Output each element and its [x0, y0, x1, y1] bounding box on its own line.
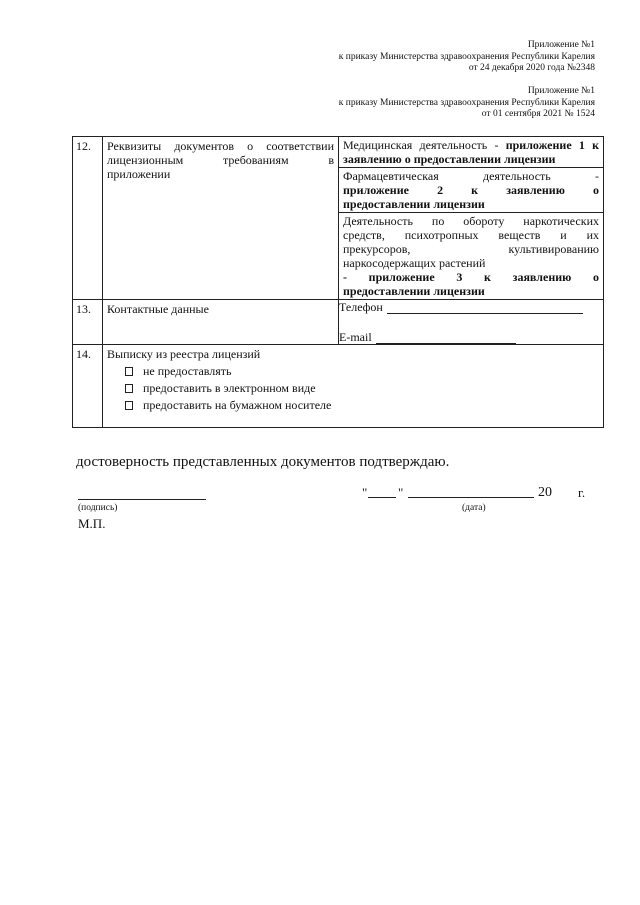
header-2-line-1: Приложение №1 — [527, 86, 595, 96]
option-paper-label: предоставить на бумажном носителе — [143, 398, 332, 412]
pharmacy-appendix-ref-2: предоставлении лицензии — [343, 197, 485, 211]
pharmacy-line-3 — [343, 197, 599, 211]
medical-text: Медицинская деятельность - — [343, 138, 506, 152]
option-paper[interactable] — [125, 398, 599, 412]
phone-label: Телефон — [339, 300, 383, 314]
row-13-values — [339, 300, 604, 345]
row-12-label-line-3: приложении — [107, 167, 171, 181]
date-quote-open: " — [362, 485, 368, 500]
row-14-content — [103, 345, 604, 428]
email-label: E-mail — [339, 330, 372, 344]
day-input-line[interactable] — [368, 486, 396, 498]
option-electronic-label: предоставить в электронном виде — [143, 381, 316, 395]
year-blank[interactable] — [556, 486, 570, 498]
signature-caption: (подпись) — [78, 503, 118, 513]
row-14-label: Выписку из реестра лицензий — [107, 347, 261, 361]
checkbox-electronic[interactable] — [125, 384, 133, 393]
row-12-values — [339, 137, 604, 300]
date-caption: (дата) — [462, 503, 486, 513]
narcotics-appendix-ref: - приложение 3 к заявлению о — [343, 270, 599, 284]
date-quote-close: " — [398, 485, 404, 500]
medical-appendix-ref-2: заявлению о предоставлении лицензии — [343, 152, 556, 166]
pharmacy-activity-cell — [339, 167, 603, 212]
checkbox-paper[interactable] — [125, 401, 133, 410]
year-suffix: г. — [578, 485, 586, 500]
row-13-number: 13. — [73, 300, 103, 345]
medical-appendix-ref: приложение 1 к — [505, 138, 599, 152]
confirmation-statement: достоверность представленных документов подтверждаю. — [76, 454, 450, 470]
medical-activity-cell — [339, 137, 603, 167]
row-13 — [73, 300, 604, 345]
narcotics-line-4: наркосодержащих растений — [343, 256, 486, 270]
medical-line-1 — [343, 138, 599, 152]
pharmacy-line-2 — [343, 183, 599, 197]
stamp-place: М.П. — [78, 516, 106, 531]
month-input-line[interactable] — [408, 486, 534, 498]
narcotics-line-2: средств, психотропных веществ и их — [343, 228, 599, 242]
header-approval-2 — [339, 86, 595, 121]
narcotics-appendix-ref-2: предоставлении лицензии — [343, 284, 485, 298]
narcotics-line-3: прекурсоров, культивированию — [343, 242, 599, 256]
narcotics-line-6 — [343, 284, 599, 298]
medical-line-2 — [343, 152, 599, 166]
option-not-provide[interactable] — [125, 364, 599, 378]
checkbox-not-provide[interactable] — [125, 367, 133, 376]
row-12-number: 12. — [73, 137, 103, 300]
phone-field[interactable] — [339, 300, 603, 314]
header-2-line-2: к приказу Министерства здравоохранения Республики Карелия — [338, 97, 595, 108]
option-not-provide-label: не предоставлять — [143, 364, 232, 378]
row-12-label-line-2: лицензионным требованиям в — [107, 153, 334, 167]
option-electronic[interactable] — [125, 381, 599, 395]
pharmacy-text: Фармацевтическая деятельность - — [343, 169, 599, 183]
row-14 — [73, 345, 604, 428]
row-12-label-line-1: Реквизиты документов о соответствии — [107, 139, 334, 153]
email-field[interactable] — [339, 330, 603, 344]
header-approval-1 — [339, 40, 595, 75]
row-13-label: Контактные данные — [103, 300, 339, 345]
narcotics-line-5 — [343, 270, 599, 284]
row-12 — [73, 137, 604, 300]
application-table — [72, 136, 604, 428]
year-prefix: 20 — [538, 485, 552, 500]
header-2-line-3: от 01 сентября 2021 № 1524 — [481, 109, 595, 119]
narcotics-activity-cell — [339, 212, 603, 299]
narcotics-line-1: Деятельность по обороту наркотических — [343, 214, 599, 228]
email-input-line[interactable] — [376, 332, 516, 344]
pharmacy-appendix-ref: приложение 2 к заявлению о — [343, 183, 599, 197]
header-1-line-3: от 24 декабря 2020 года №2348 — [468, 63, 595, 73]
header-1-line-1: Приложение №1 — [527, 40, 595, 50]
phone-input-line[interactable] — [387, 302, 583, 314]
header-1-line-2: к приказу Министерства здравоохранения Республики Карелия — [338, 51, 595, 62]
row-14-number: 14. — [73, 345, 103, 428]
signature-line[interactable] — [78, 499, 206, 500]
row-12-label — [103, 137, 339, 300]
